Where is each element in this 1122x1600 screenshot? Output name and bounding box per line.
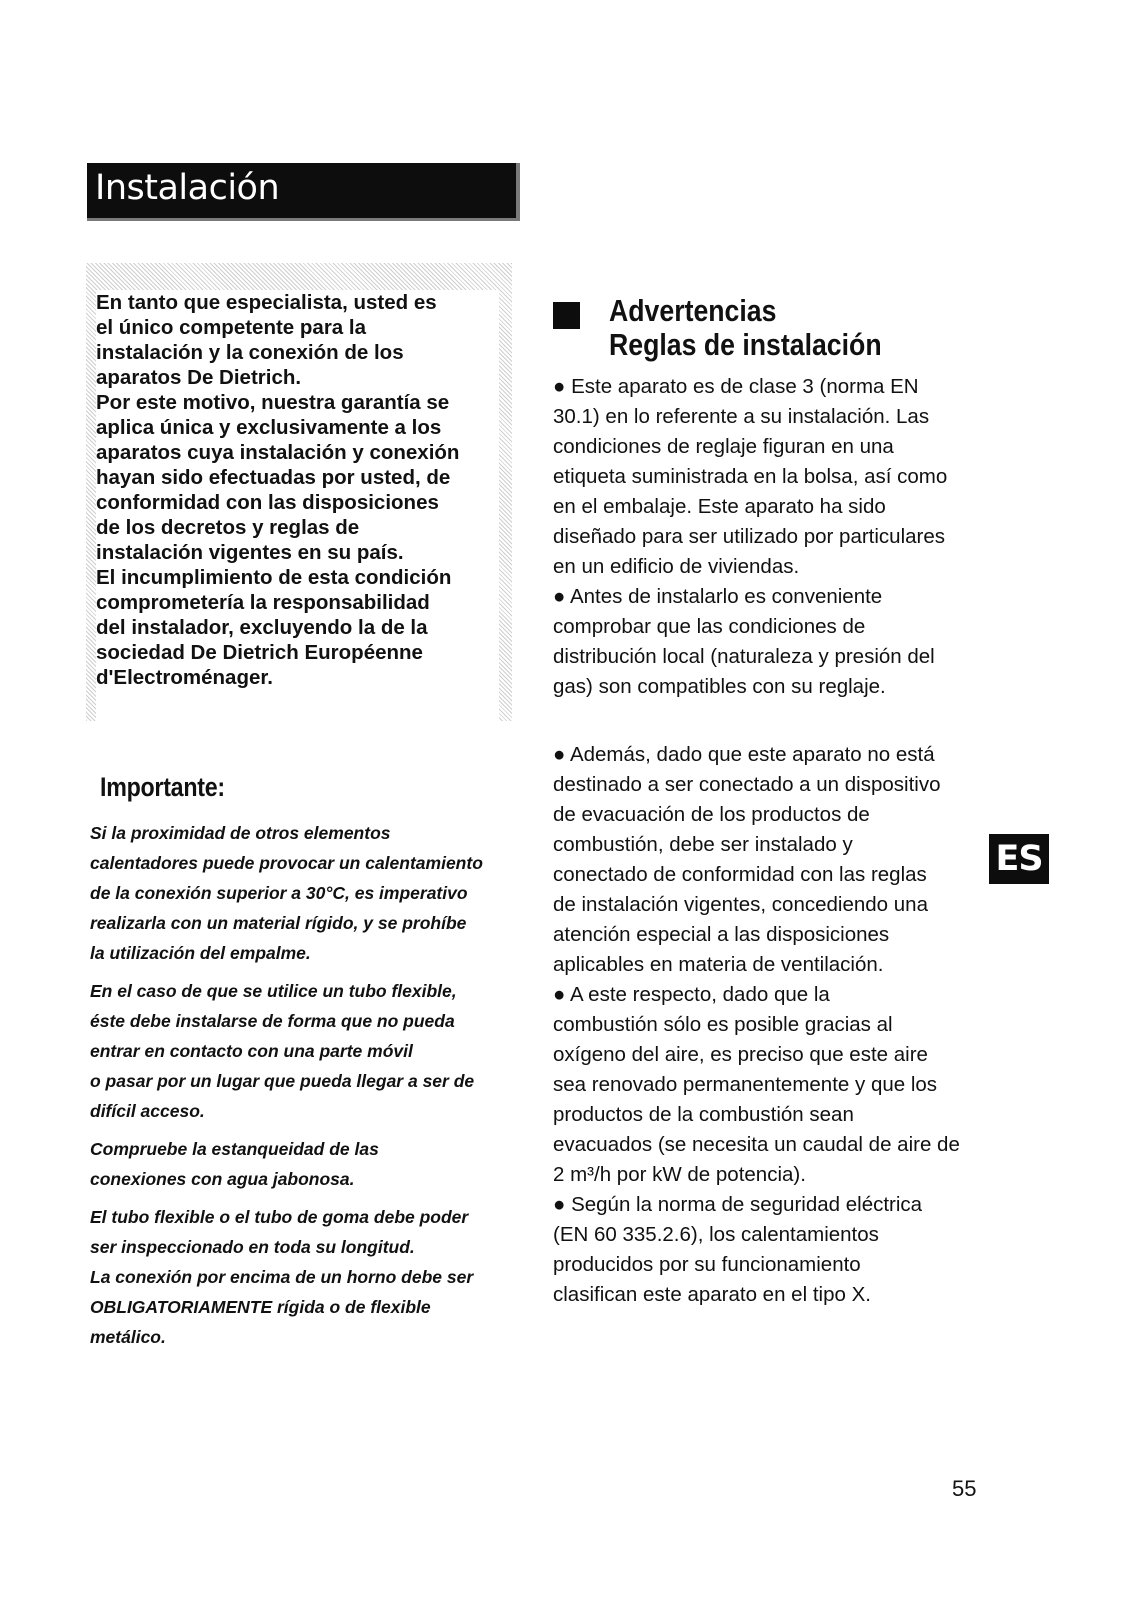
page-title: Instalación [95, 168, 280, 208]
specialist-notice-box [86, 263, 512, 721]
important-notes [90, 818, 526, 1352]
rule-bullet: ● Además, dado que este aparato no está destinado a ser conectado a un dispositivo de evacuación de los productos de combustión, debe ser instalado y conectado de conformidad con las reglas de instalación vigentes, concediendo una atención especial a las disposiciones aplicables en materia de ventilación. [553, 743, 941, 976]
warnings-heading-line2: Reglas de instalación [609, 327, 882, 362]
rule-bullet: ● A este respecto, dado que la combustión sólo es posible gracias al oxígeno del aire, es preciso que este aire sea renovado permanentemente y que los productos de la combustión sean evacuados (se necesita un caudal de aire de 2 m³/h por kW de potencia). [553, 983, 960, 1186]
section-title-bar [87, 163, 520, 221]
important-paragraph: La conexión por encima de un horno debe ser OBLIGATORIAMENTE rígida o de flexible metálico. [90, 1267, 474, 1347]
important-paragraph: El tubo flexible o el tubo de goma debe poder ser inspeccionado en toda su longitud. [90, 1207, 469, 1257]
important-paragraph: En el caso de que se utilice un tubo flexible, éste debe instalarse de forma que no pueda entrar en contacto con una parte móvil o pasar por un lugar que pueda llegar a ser de difícil acceso. [90, 981, 475, 1121]
warnings-heading-line1: Advertencias [609, 293, 777, 328]
important-paragraph: Compruebe la estanqueidad de las conexiones con agua jabonosa. [90, 1139, 379, 1189]
installation-rules [553, 372, 989, 1310]
notice-paragraph: Por este motivo, nuestra garantía se aplica única y exclusivamente a los aparatos cuya instalación y conexión hayan sido efectuadas por usted, de conformidad con las disposiciones de los decretos y reglas de instalación vigentes en su país. [96, 391, 460, 564]
important-heading: Importante: [100, 772, 225, 802]
rule-bullet: ● Según la norma de seguridad eléctrica (EN 60 335.2.6), los calentamientos producidos por su funcionamiento clasifican este aparato en el tipo X. [553, 1193, 923, 1306]
warnings-heading [609, 294, 882, 362]
important-paragraph: Si la proximidad de otros elementos calentadores puede provocar un calentamiento de la conexión superior a 30°C, es imperativo realizarla con un material rígido, y se prohíbe la utilización del empalme. [90, 823, 483, 963]
square-bullet-icon [553, 302, 580, 329]
language-tab: ES [989, 834, 1049, 884]
notice-paragraph: El incumplimiento de esta condición comprometería la responsabilidad del instalador, excluyendo la de la sociedad De Dietrich Européenne d'Electroménager. [96, 566, 452, 689]
page-number: 55 [952, 1476, 977, 1501]
notice-paragraph: En tanto que especialista, usted es el único competente para la instalación y la conexión de los aparatos De Dietrich. [96, 291, 437, 389]
rule-bullet: ● Antes de instalarlo es conveniente comprobar que las condiciones de distribución local (naturaleza y presión del gas) son compatibles con su reglaje. [553, 585, 935, 698]
rule-bullet: ● Este aparato es de clase 3 (norma EN 30.1) en lo referente a su instalación. Las condiciones de reglaje figuran en una etiqueta suministrada en la bolsa, así como en el embalaje. Este aparato ha sido diseñado para ser utilizado por particulares en un edificio de viviendas. [553, 375, 948, 578]
